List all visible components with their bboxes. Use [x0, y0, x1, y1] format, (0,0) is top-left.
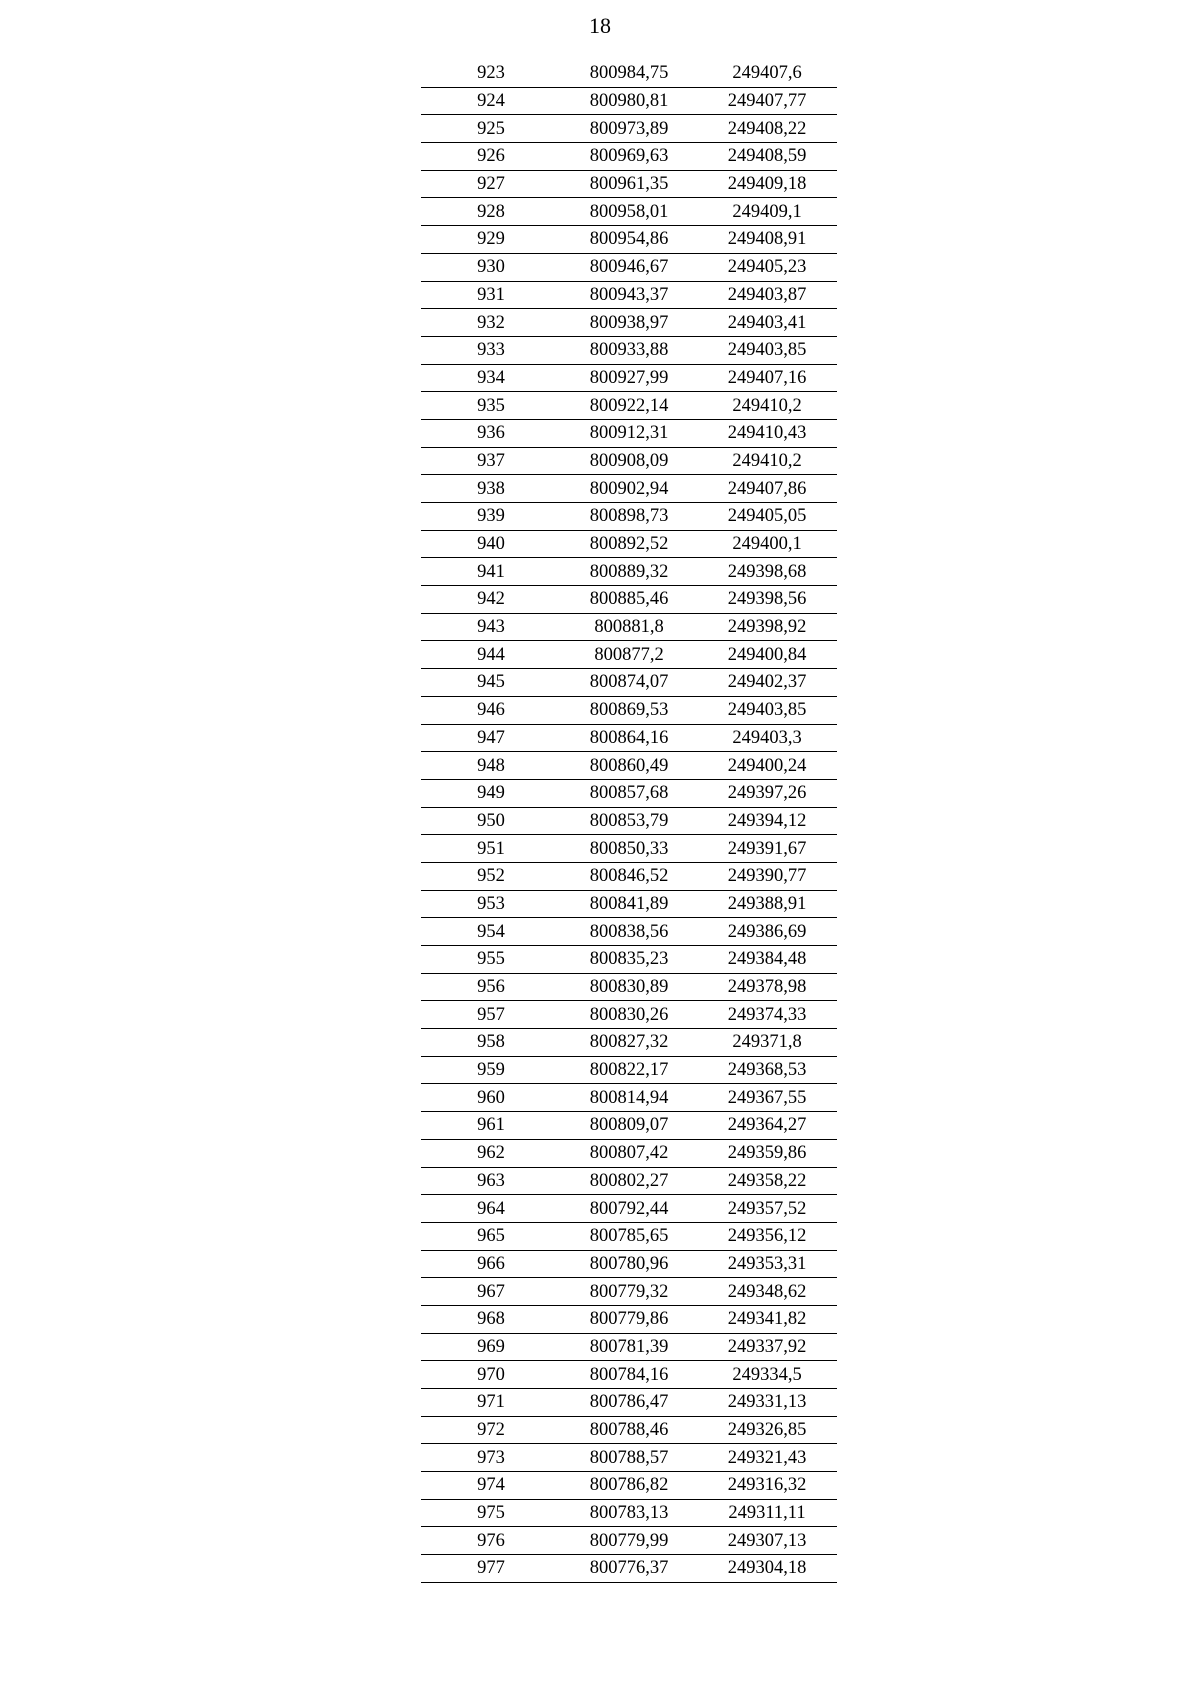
point-number-cell: 931	[477, 284, 505, 305]
point-number-cell: 938	[477, 478, 505, 499]
x-coordinate-cell: 800792,44	[589, 1198, 669, 1219]
x-coordinate-cell: 800885,46	[589, 589, 669, 610]
y-coordinate-cell: 249311,11	[728, 1503, 806, 1524]
y-coordinate-cell: 249410,2	[732, 450, 802, 471]
point-number-cell: 939	[477, 506, 505, 527]
y-coordinate-cell: 249357,52	[727, 1198, 807, 1219]
y-coordinate-cell: 249410,43	[727, 423, 807, 444]
page-number: 18	[589, 13, 611, 38]
table-row	[421, 281, 837, 309]
point-number-cell: 977	[477, 1558, 505, 1579]
x-coordinate-cell: 800822,17	[589, 1060, 669, 1081]
x-coordinate-cell: 800830,26	[589, 1004, 669, 1025]
table-row	[421, 1472, 837, 1500]
x-coordinate-cell: 800892,52	[589, 534, 669, 555]
table-row	[421, 309, 837, 337]
y-coordinate-cell: 249403,41	[727, 312, 807, 333]
table-row	[421, 503, 837, 531]
table-row	[421, 1333, 837, 1361]
point-number-cell: 923	[477, 63, 505, 84]
point-number-cell: 937	[477, 450, 505, 471]
x-coordinate-cell: 800954,86	[589, 229, 669, 250]
y-coordinate-cell: 249388,91	[727, 893, 807, 914]
point-number-cell: 961	[477, 1115, 505, 1136]
y-coordinate-cell: 249364,27	[727, 1115, 807, 1136]
point-number-cell: 944	[477, 644, 505, 665]
y-coordinate-cell: 249390,77	[727, 866, 807, 887]
x-coordinate-cell: 800864,16	[589, 727, 669, 748]
table-row	[421, 890, 837, 918]
point-number-cell: 936	[477, 423, 505, 444]
point-number-cell: 952	[477, 866, 505, 887]
point-number-cell: 947	[477, 727, 505, 748]
y-coordinate-cell: 249337,92	[727, 1336, 807, 1357]
x-coordinate-cell: 800902,94	[589, 478, 669, 499]
table-row	[421, 392, 837, 420]
table-row	[421, 1361, 837, 1389]
x-coordinate-cell: 800869,53	[589, 700, 669, 721]
x-coordinate-cell: 800908,09	[589, 450, 669, 471]
x-coordinate-cell: 800984,75	[589, 63, 669, 84]
table-row	[421, 973, 837, 1001]
point-number-cell: 969	[477, 1336, 505, 1357]
table-row	[421, 586, 837, 614]
y-coordinate-cell: 249367,55	[727, 1087, 807, 1108]
x-coordinate-cell: 800933,88	[589, 340, 669, 361]
y-coordinate-cell: 249403,85	[727, 700, 807, 721]
y-coordinate-cell: 249403,85	[727, 340, 807, 361]
y-coordinate-cell: 249405,23	[727, 257, 807, 278]
table-row	[421, 447, 837, 475]
y-coordinate-cell: 249353,31	[727, 1253, 807, 1274]
table-row	[421, 779, 837, 807]
x-coordinate-cell: 800857,68	[589, 783, 669, 804]
table-row	[421, 1250, 837, 1278]
point-number-cell: 968	[477, 1309, 505, 1330]
table-row	[421, 1305, 837, 1333]
y-coordinate-cell: 249407,77	[727, 91, 807, 112]
x-coordinate-cell: 800807,42	[589, 1143, 669, 1164]
y-coordinate-cell: 249410,2	[732, 395, 802, 416]
table-row	[421, 1389, 837, 1417]
point-number-cell: 934	[477, 367, 505, 388]
point-number-cell: 972	[477, 1420, 505, 1441]
x-coordinate-cell: 800788,57	[589, 1447, 669, 1468]
x-coordinate-cell: 800776,37	[589, 1558, 669, 1579]
point-number-cell: 953	[477, 893, 505, 914]
y-coordinate-cell: 249358,22	[727, 1170, 807, 1191]
point-number-cell: 959	[477, 1060, 505, 1081]
table-row	[421, 1278, 837, 1306]
x-coordinate-cell: 800877,2	[594, 644, 664, 665]
table-row	[421, 198, 837, 226]
y-coordinate-cell: 249409,18	[727, 174, 807, 195]
point-number-cell: 976	[477, 1530, 505, 1551]
table-row	[421, 253, 837, 281]
point-number-cell: 927	[477, 174, 505, 195]
coordinates-table-body	[421, 60, 837, 1582]
table-row	[421, 1112, 837, 1140]
x-coordinate-cell: 800973,89	[589, 118, 669, 139]
point-number-cell: 958	[477, 1032, 505, 1053]
point-number-cell: 932	[477, 312, 505, 333]
table-row	[421, 419, 837, 447]
point-number-cell: 962	[477, 1143, 505, 1164]
point-number-cell: 964	[477, 1198, 505, 1219]
table-row	[421, 918, 837, 946]
point-number-cell: 935	[477, 395, 505, 416]
point-number-cell: 956	[477, 977, 505, 998]
point-number-cell: 975	[477, 1503, 505, 1524]
y-coordinate-cell: 249407,86	[727, 478, 807, 499]
x-coordinate-cell: 800943,37	[589, 284, 669, 305]
y-coordinate-cell: 249307,13	[727, 1530, 807, 1551]
table-row	[421, 613, 837, 641]
point-number-cell: 942	[477, 589, 505, 610]
x-coordinate-cell: 800912,31	[589, 423, 669, 444]
y-coordinate-cell: 249403,3	[732, 727, 802, 748]
table-row	[421, 1029, 837, 1057]
point-number-cell: 945	[477, 672, 505, 693]
x-coordinate-cell: 800889,32	[589, 561, 669, 582]
x-coordinate-cell: 800850,33	[589, 838, 669, 859]
point-number-cell: 941	[477, 561, 505, 582]
point-number-cell: 949	[477, 783, 505, 804]
y-coordinate-cell: 249400,84	[727, 644, 807, 665]
point-number-cell: 933	[477, 340, 505, 361]
x-coordinate-cell: 800881,8	[594, 617, 664, 638]
x-coordinate-cell: 800958,01	[589, 201, 669, 222]
table-row	[421, 1139, 837, 1167]
x-coordinate-cell: 800938,97	[589, 312, 669, 333]
y-coordinate-cell: 249407,6	[732, 63, 802, 84]
x-coordinate-cell: 800786,82	[589, 1475, 669, 1496]
y-coordinate-cell: 249408,59	[727, 146, 807, 167]
point-number-cell: 963	[477, 1170, 505, 1191]
x-coordinate-cell: 800788,46	[589, 1420, 669, 1441]
x-coordinate-cell: 800835,23	[589, 949, 669, 970]
table-row	[421, 724, 837, 752]
y-coordinate-cell: 249407,16	[727, 367, 807, 388]
y-coordinate-cell: 249405,05	[727, 506, 807, 527]
table-row	[421, 1222, 837, 1250]
table-row	[421, 60, 837, 87]
y-coordinate-cell: 249326,85	[727, 1420, 807, 1441]
table-row	[421, 364, 837, 392]
point-number-cell: 965	[477, 1226, 505, 1247]
point-number-cell: 928	[477, 201, 505, 222]
point-number-cell: 970	[477, 1364, 505, 1385]
table-row	[421, 1001, 837, 1029]
x-coordinate-cell: 800779,32	[589, 1281, 669, 1302]
x-coordinate-cell: 800779,86	[589, 1309, 669, 1330]
table-row	[421, 807, 837, 835]
x-coordinate-cell: 800781,39	[589, 1336, 669, 1357]
table-row	[421, 1056, 837, 1084]
table-row	[421, 946, 837, 974]
table-row	[421, 641, 837, 669]
point-number-cell: 924	[477, 91, 505, 112]
y-coordinate-cell: 249384,48	[727, 949, 807, 970]
table-row	[421, 862, 837, 890]
point-number-cell: 940	[477, 534, 505, 555]
x-coordinate-cell: 800785,65	[589, 1226, 669, 1247]
point-number-cell: 926	[477, 146, 505, 167]
y-coordinate-cell: 249397,26	[727, 783, 807, 804]
point-number-cell: 951	[477, 838, 505, 859]
table-row	[421, 226, 837, 254]
y-coordinate-cell: 249398,56	[727, 589, 807, 610]
y-coordinate-cell: 249398,68	[727, 561, 807, 582]
y-coordinate-cell: 249368,53	[727, 1060, 807, 1081]
y-coordinate-cell: 249394,12	[727, 810, 807, 831]
point-number-cell: 930	[477, 257, 505, 278]
point-number-cell: 960	[477, 1087, 505, 1108]
y-coordinate-cell: 249348,62	[727, 1281, 807, 1302]
x-coordinate-cell: 800830,89	[589, 977, 669, 998]
table-row	[421, 1416, 837, 1444]
table-row	[421, 696, 837, 724]
point-number-cell: 966	[477, 1253, 505, 1274]
x-coordinate-cell: 800786,47	[589, 1392, 669, 1413]
point-number-cell: 957	[477, 1004, 505, 1025]
coordinates-table	[421, 60, 837, 1583]
point-number-cell: 925	[477, 118, 505, 139]
y-coordinate-cell: 249408,91	[727, 229, 807, 250]
table-row	[421, 752, 837, 780]
y-coordinate-cell: 249359,86	[727, 1143, 807, 1164]
y-coordinate-cell: 249374,33	[727, 1004, 807, 1025]
y-coordinate-cell: 249402,37	[727, 672, 807, 693]
x-coordinate-cell: 800980,81	[589, 91, 669, 112]
point-number-cell: 929	[477, 229, 505, 250]
table-row	[421, 558, 837, 586]
table-row	[421, 1527, 837, 1555]
x-coordinate-cell: 800860,49	[589, 755, 669, 776]
x-coordinate-cell: 800814,94	[589, 1087, 669, 1108]
point-number-cell: 974	[477, 1475, 505, 1496]
table-row	[421, 669, 837, 697]
point-number-cell: 954	[477, 921, 505, 942]
x-coordinate-cell: 800927,99	[589, 367, 669, 388]
y-coordinate-cell: 249400,24	[727, 755, 807, 776]
x-coordinate-cell: 800961,35	[589, 174, 669, 195]
table-row	[421, 115, 837, 143]
table-row	[421, 143, 837, 171]
x-coordinate-cell: 800922,14	[589, 395, 669, 416]
x-coordinate-cell: 800784,16	[589, 1364, 669, 1385]
y-coordinate-cell: 249371,8	[732, 1032, 802, 1053]
point-number-cell: 971	[477, 1392, 505, 1413]
x-coordinate-cell: 800874,07	[589, 672, 669, 693]
x-coordinate-cell: 800846,52	[589, 866, 669, 887]
y-coordinate-cell: 249356,12	[727, 1226, 807, 1247]
point-number-cell: 973	[477, 1447, 505, 1468]
y-coordinate-cell: 249378,98	[727, 977, 807, 998]
y-coordinate-cell: 249398,92	[727, 617, 807, 638]
table-row	[421, 1084, 837, 1112]
table-row	[421, 1555, 837, 1583]
point-number-cell: 967	[477, 1281, 505, 1302]
x-coordinate-cell: 800838,56	[589, 921, 669, 942]
x-coordinate-cell: 800946,67	[589, 257, 669, 278]
x-coordinate-cell: 800827,32	[589, 1032, 669, 1053]
y-coordinate-cell: 249321,43	[727, 1447, 807, 1468]
x-coordinate-cell: 800809,07	[589, 1115, 669, 1136]
x-coordinate-cell: 800969,63	[589, 146, 669, 167]
x-coordinate-cell: 800780,96	[589, 1253, 669, 1274]
x-coordinate-cell: 800841,89	[589, 893, 669, 914]
y-coordinate-cell: 249334,5	[732, 1364, 802, 1385]
y-coordinate-cell: 249408,22	[727, 118, 807, 139]
y-coordinate-cell: 249341,82	[727, 1309, 807, 1330]
y-coordinate-cell: 249386,69	[727, 921, 807, 942]
y-coordinate-cell: 249331,13	[727, 1392, 807, 1413]
y-coordinate-cell: 249316,32	[727, 1475, 807, 1496]
y-coordinate-cell: 249400,1	[732, 534, 802, 555]
table-row	[421, 336, 837, 364]
table-row	[421, 1444, 837, 1472]
point-number-cell: 948	[477, 755, 505, 776]
x-coordinate-cell: 800783,13	[589, 1503, 669, 1524]
x-coordinate-cell: 800802,27	[589, 1170, 669, 1191]
y-coordinate-cell: 249304,18	[727, 1558, 807, 1579]
x-coordinate-cell: 800898,73	[589, 506, 669, 527]
table-row	[421, 1167, 837, 1195]
table-row	[421, 1195, 837, 1223]
x-coordinate-cell: 800853,79	[589, 810, 669, 831]
table-row	[421, 1499, 837, 1527]
point-number-cell: 943	[477, 617, 505, 638]
point-number-cell: 950	[477, 810, 505, 831]
y-coordinate-cell: 249403,87	[727, 284, 807, 305]
table-row	[421, 87, 837, 115]
y-coordinate-cell: 249391,67	[727, 838, 807, 859]
table-row	[421, 835, 837, 863]
x-coordinate-cell: 800779,99	[589, 1530, 669, 1551]
y-coordinate-cell: 249409,1	[732, 201, 802, 222]
point-number-cell: 955	[477, 949, 505, 970]
table-row	[421, 170, 837, 198]
table-row	[421, 475, 837, 503]
point-number-cell: 946	[477, 700, 505, 721]
table-row	[421, 530, 837, 558]
